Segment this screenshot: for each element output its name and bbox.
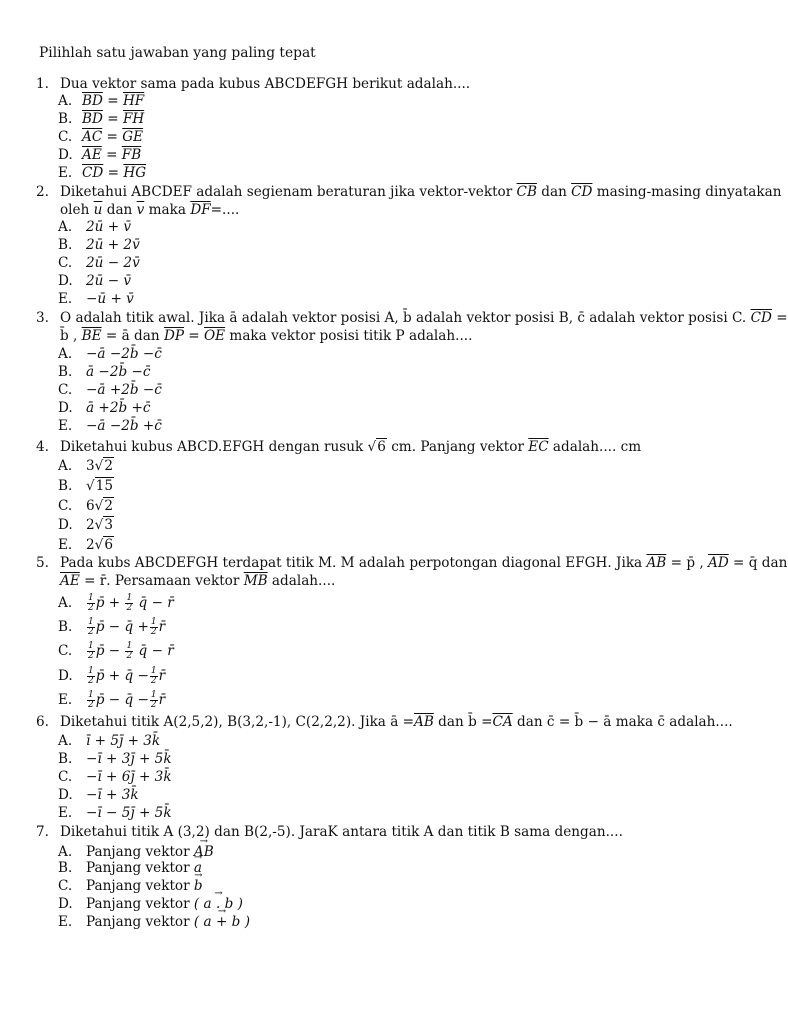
q6-option-letter: B. bbox=[58, 751, 73, 767]
q5-option: $\frac{1}{2}$ p̄ − q̄ + $\frac{1}{2}$ r̄ bbox=[88, 617, 166, 637]
vector-arrow: → b bbox=[194, 877, 203, 895]
q1-option: $\overline{BD} = \overline{FH}$ bbox=[82, 111, 145, 127]
q7-number: 7. bbox=[36, 824, 49, 840]
option-prefix: Panjang vektor bbox=[86, 896, 194, 912]
coefficient: 6 bbox=[86, 498, 95, 514]
vector-left: $\overline{CD}$ bbox=[82, 165, 104, 181]
vector-right: $\overline{FB}$ bbox=[121, 147, 142, 163]
q3-option-letter: B. bbox=[58, 364, 73, 380]
square-root: √15 bbox=[86, 478, 113, 494]
q3-option: ā +2b̄ +c̄ bbox=[86, 400, 151, 416]
q4-option bbox=[86, 497, 114, 515]
instruction-title: Pilihlah satu jawaban yang paling tepat bbox=[39, 45, 316, 61]
vector-right: $\overline{FH}$ bbox=[122, 111, 145, 127]
q6-option: −ī + 3k̄ bbox=[86, 787, 139, 803]
q6-option-letter: E. bbox=[58, 805, 73, 821]
q1-option: $\overline{CD} = \overline{HG}$ bbox=[82, 165, 147, 181]
q5-option-letter: D. bbox=[58, 668, 73, 684]
q5-option: $\frac{1}{2}$ p̄ − $\frac{1}{2}$ q̄ − r̄ bbox=[88, 641, 174, 661]
q7-option bbox=[86, 859, 202, 877]
q4-option-letter: D. bbox=[58, 517, 73, 533]
q3-option-letter: D. bbox=[58, 400, 73, 416]
vector-left: $\overline{AE}$ bbox=[82, 147, 102, 163]
q2-text-line1: Diketahui ABCDEF adalah segienam beraturan jika vektor-vektor $\overline{CB}$ dan $\overline{CD}$ masing-masing dinyatakan bbox=[60, 184, 782, 200]
option-prefix: Panjang vektor bbox=[86, 860, 194, 876]
q3-option-letter: C. bbox=[58, 382, 73, 398]
vector-df: $\overline{DF}$ bbox=[190, 202, 211, 218]
q2-option-letter: E. bbox=[58, 291, 73, 307]
q5-option-letter: C. bbox=[58, 643, 73, 659]
vector-right: $\overline{HG}$ bbox=[123, 165, 147, 181]
q1-option-letter: E. bbox=[58, 165, 73, 181]
vector-right: $\overline{HF}$ bbox=[122, 93, 145, 109]
vector-arrow: → ( a + b ) bbox=[194, 913, 250, 931]
vector-arrow: → a bbox=[194, 859, 202, 877]
square-root: √6 bbox=[94, 537, 113, 553]
q6-option-letter: A. bbox=[58, 733, 73, 749]
fraction-one-half: $\frac{1}{2}$ bbox=[88, 690, 94, 710]
q1-option-letter: B. bbox=[58, 111, 73, 127]
coefficient: 2 bbox=[86, 537, 95, 553]
q2-option-letter: A. bbox=[58, 219, 73, 235]
q5-option-letter: A. bbox=[58, 595, 73, 611]
q1-number: 1. bbox=[36, 76, 49, 92]
q7-option bbox=[86, 877, 203, 895]
vector-left: $\overline{BD}$ bbox=[82, 93, 103, 109]
q2-option: −ū + v̄ bbox=[86, 291, 134, 307]
q1-option: $\overline{AE} = \overline{FB}$ bbox=[82, 147, 142, 163]
q5-option: $\frac{1}{2}$ p̄ + $\frac{1}{2}$ q̄ − r̄ bbox=[88, 593, 174, 613]
q3-option: −ā −2b̄ −c̄ bbox=[86, 346, 162, 362]
vector-cd: $\overline{CD}$ bbox=[571, 184, 593, 200]
q7-option-letter: E. bbox=[58, 914, 73, 930]
q1-option: $\overline{AC} = \overline{GE}$ bbox=[82, 129, 144, 145]
option-prefix: Panjang vektor bbox=[86, 914, 194, 930]
q5-option: $\frac{1}{2}$ p̄ − q̄ − $\frac{1}{2}$ r̄ bbox=[88, 690, 166, 710]
q4-option-letter: E. bbox=[58, 537, 73, 553]
vector-left: $\overline{BD}$ bbox=[82, 111, 103, 127]
fraction-one-half: $\frac{1}{2}$ bbox=[126, 641, 133, 661]
q1-option-letter: C. bbox=[58, 129, 73, 145]
vector-cb: $\overline{CB}$ bbox=[516, 184, 537, 200]
vector-arrow: → ( a . b ) bbox=[194, 895, 243, 913]
q3-option: ā −2b̄ −c̄ bbox=[86, 364, 151, 380]
fraction-one-half: $\frac{1}{2}$ bbox=[88, 641, 94, 661]
q2-text-line2: oleh $\overline{u}$ dan $\overline{v}$ maka $\overline{DF}=$.... bbox=[60, 202, 240, 218]
q5-option-letter: E. bbox=[58, 692, 73, 708]
q4-number: 4. bbox=[36, 439, 49, 455]
vector-left: $\overline{AC}$ bbox=[82, 129, 103, 145]
fraction-one-half: $\frac{1}{2}$ bbox=[150, 617, 157, 637]
q6-option: −ī + 3ȷ̄ + 5k̄ bbox=[86, 751, 172, 767]
vector-cd: $\overline{CD}$ bbox=[750, 310, 772, 326]
q2-option: 2ū − 2v̄ bbox=[86, 255, 140, 271]
q3-number: 3. bbox=[36, 310, 49, 326]
fraction-one-half: $\frac{1}{2}$ bbox=[88, 593, 94, 613]
q1-text: Dua vektor sama pada kubus ABCDEFGH berikut adalah.... bbox=[60, 76, 471, 92]
q5-option-letter: B. bbox=[58, 619, 73, 635]
coefficient: 2 bbox=[86, 517, 95, 533]
q2-option-letter: D. bbox=[58, 273, 73, 289]
square-root: √2 bbox=[94, 498, 113, 514]
q1-option-letter: A. bbox=[58, 93, 73, 109]
q2-option-letter: B. bbox=[58, 237, 73, 253]
q4-option bbox=[86, 457, 114, 475]
fraction-one-half: $\frac{1}{2}$ bbox=[126, 593, 133, 613]
fraction-one-half: $\frac{1}{2}$ bbox=[88, 617, 94, 637]
q6-option-letter: D. bbox=[58, 787, 73, 803]
q4-option bbox=[86, 516, 114, 534]
q4-option-letter: B. bbox=[58, 478, 73, 494]
q6-number: 6. bbox=[36, 714, 49, 730]
q6-option: ī + 5ȷ̄ + 3k̄ bbox=[86, 733, 161, 749]
option-prefix: Panjang vektor bbox=[86, 878, 194, 894]
q3-option-letter: A. bbox=[58, 346, 73, 362]
q2-option: 2ū + v̄ bbox=[86, 219, 132, 235]
q5-text-line2: $\overline{AE}$ = r̄. Persamaan vektor $\overline{MB}$ adalah.... bbox=[60, 573, 336, 589]
q2-option: 2ū − v̄ bbox=[86, 273, 132, 289]
option-prefix: Panjang vektor bbox=[86, 844, 194, 860]
q5-number: 5. bbox=[36, 555, 49, 571]
q2-option-letter: C. bbox=[58, 255, 73, 271]
q3-text-line1: O adalah titik awal. Jika ā adalah vektor posisi A, b̄ adalah vektor posisi B, c̄ adalah vektor posisi C. $\overline{CD}$ = bbox=[60, 310, 788, 326]
q3-option-letter: E. bbox=[58, 418, 73, 434]
q4-option bbox=[86, 536, 114, 554]
q6-text: Diketahui titik A(2,5,2), B(3,2,-1), C(2,2,2). Jika ā $=\overline{AB}$ dan b̄ $=\overline{CA}$ dan c̄ = b̄ − ā maka c̄ adalah.... bbox=[60, 714, 733, 730]
q3-text-line2: b̄ , $\overline{BE}$ = ā dan $\overline{DP} = \overline{OE}$ maka vektor posisi titik P adalah.... bbox=[60, 328, 473, 344]
q4-option-letter: A. bbox=[58, 458, 73, 474]
vector-right: $\overline{GE}$ bbox=[122, 129, 144, 145]
fraction-one-half: $\frac{1}{2}$ bbox=[150, 690, 157, 710]
q7-text: Diketahui titik A (3,2) dan B(2,-5). JaraK antara titik A dan titik B sama dengan.... bbox=[60, 824, 623, 840]
q5-text-line1: Pada kubs ABCDEFGH terdapat titik M. M adalah perpotongan diagonal EFGH. Jika $\overline{AB}$ = p̄ , $\overline{AD}$ = q̄ dan bbox=[60, 555, 788, 571]
q2-number: 2. bbox=[36, 184, 49, 200]
q6-option-letter: C. bbox=[58, 769, 73, 785]
q3-option: −ā −2b̄ +c̄ bbox=[86, 418, 162, 434]
square-root: √3 bbox=[94, 517, 113, 533]
square-root: √2 bbox=[94, 458, 113, 474]
fraction-one-half: $\frac{1}{2}$ bbox=[88, 666, 94, 686]
q7-option bbox=[86, 913, 250, 931]
q6-option: −ī + 6ȷ̄ + 3k̄ bbox=[86, 769, 172, 785]
vector-arrow: → AB bbox=[194, 843, 214, 861]
q3-option: −ā +2b̄ −c̄ bbox=[86, 382, 162, 398]
q2-option: 2ū + 2v̄ bbox=[86, 237, 140, 253]
q5-option: $\frac{1}{2}$ p̄ + q̄ − $\frac{1}{2}$ r̄ bbox=[88, 666, 166, 686]
coefficient: 3 bbox=[86, 458, 95, 474]
q4-text: Diketahui kubus ABCD.EFGH dengan rusuk √6 cm. Panjang vektor $\overline{EC}$ adalah.... cm bbox=[60, 439, 642, 455]
q6-option: −ī − 5ȷ̄ + 5k̄ bbox=[86, 805, 172, 821]
q7-option-letter: C. bbox=[58, 878, 73, 894]
q7-option-letter: A. bbox=[58, 844, 73, 860]
q4-option-letter: C. bbox=[58, 498, 73, 514]
q7-option-letter: D. bbox=[58, 896, 73, 912]
q7-option-letter: B. bbox=[58, 860, 73, 876]
q1-option: $\overline{BD} = \overline{HF}$ bbox=[82, 93, 145, 109]
fraction-one-half: $\frac{1}{2}$ bbox=[150, 666, 157, 686]
q4-option bbox=[86, 477, 114, 495]
q1-option-letter: D. bbox=[58, 147, 73, 163]
